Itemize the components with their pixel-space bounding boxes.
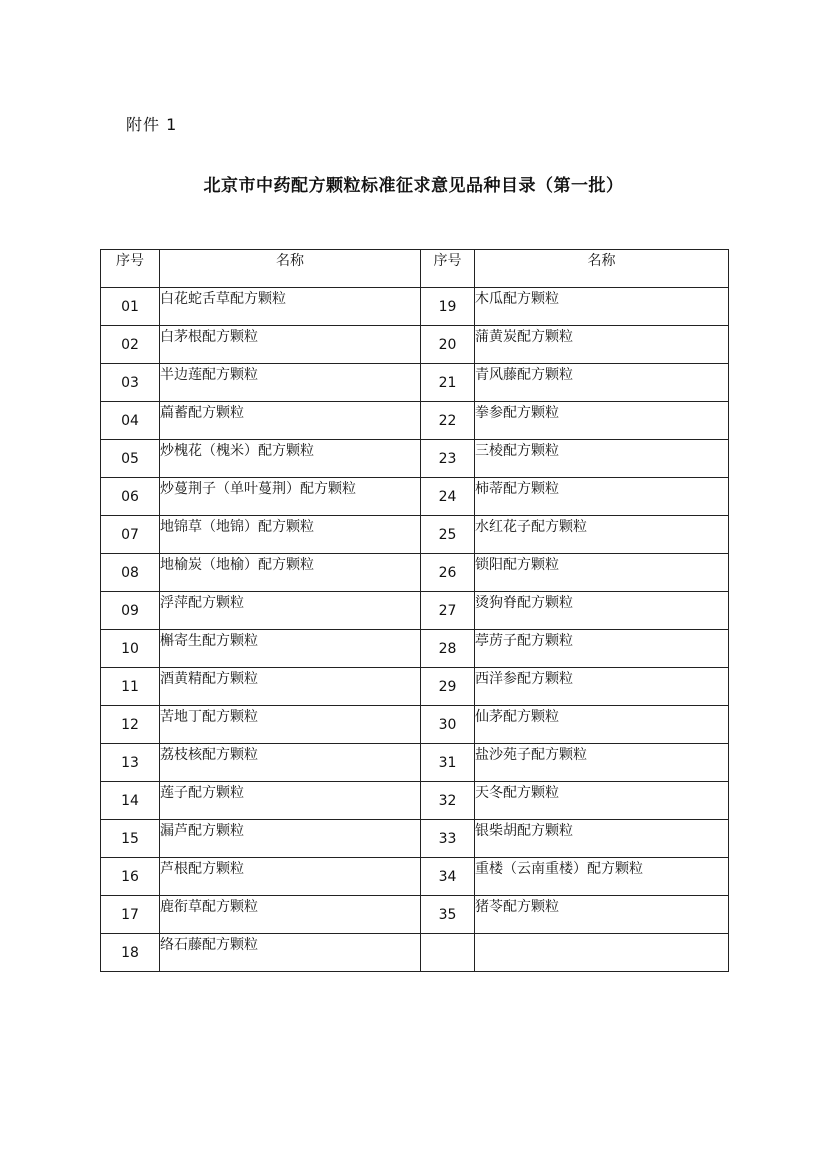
table-row	[101, 326, 729, 364]
table-row	[101, 934, 729, 972]
table-row	[101, 706, 729, 744]
table-row	[101, 440, 729, 478]
header-serial-right: 序号	[421, 250, 475, 288]
serial-cell-right: 19	[421, 288, 475, 326]
table-row	[101, 402, 729, 440]
document-title: 北京市中药配方颗粒标准征求意见品种目录（第一批）	[203, 176, 624, 196]
serial-cell-left: 17	[101, 896, 160, 934]
serial-cell-left: 05	[101, 440, 160, 478]
table-row	[101, 554, 729, 592]
name-cell-right: 三棱配方颗粒	[475, 440, 729, 478]
name-cell-right: 水红花子配方颗粒	[475, 516, 729, 554]
serial-cell-right: 34	[421, 858, 475, 896]
serial-cell-right: 30	[421, 706, 475, 744]
name-cell-right: 盐沙苑子配方颗粒	[475, 744, 729, 782]
serial-cell-right: 32	[421, 782, 475, 820]
name-cell-right: 仙茅配方颗粒	[475, 706, 729, 744]
name-cell-right: 猪苓配方颗粒	[475, 896, 729, 934]
serial-cell-right: 29	[421, 668, 475, 706]
table-row	[101, 668, 729, 706]
name-cell-left: 地锦草（地锦）配方颗粒	[160, 516, 421, 554]
name-cell-left: 炒槐花（槐米）配方颗粒	[160, 440, 421, 478]
table-row	[101, 516, 729, 554]
serial-cell-left: 07	[101, 516, 160, 554]
catalog-table-body	[101, 288, 729, 972]
serial-cell-right: 21	[421, 364, 475, 402]
serial-cell-right: 31	[421, 744, 475, 782]
name-cell-right: 西洋参配方颗粒	[475, 668, 729, 706]
table-row	[101, 592, 729, 630]
name-cell-right: 青风藤配方颗粒	[475, 364, 729, 402]
serial-cell-left: 02	[101, 326, 160, 364]
name-cell-left: 荔枝核配方颗粒	[160, 744, 421, 782]
name-cell-left: 槲寄生配方颗粒	[160, 630, 421, 668]
name-cell-left: 炒蔓荆子（单叶蔓荆）配方颗粒	[160, 478, 421, 516]
attachment-label: 附件 1	[126, 115, 178, 134]
serial-cell-right: 27	[421, 592, 475, 630]
table-row	[101, 896, 729, 934]
serial-cell-left: 04	[101, 402, 160, 440]
table-row	[101, 364, 729, 402]
name-cell-left: 漏芦配方颗粒	[160, 820, 421, 858]
table-row	[101, 858, 729, 896]
serial-cell-right: 33	[421, 820, 475, 858]
name-cell-left: 莲子配方颗粒	[160, 782, 421, 820]
serial-cell-left: 08	[101, 554, 160, 592]
serial-cell-left: 09	[101, 592, 160, 630]
name-cell-left: 萹蓄配方颗粒	[160, 402, 421, 440]
table-row	[101, 478, 729, 516]
serial-cell-right: 28	[421, 630, 475, 668]
name-cell-right	[475, 934, 729, 972]
name-cell-right: 烫狗脊配方颗粒	[475, 592, 729, 630]
table-row	[101, 744, 729, 782]
name-cell-left: 鹿衔草配方颗粒	[160, 896, 421, 934]
name-cell-right: 蒲黄炭配方颗粒	[475, 326, 729, 364]
serial-cell-left: 03	[101, 364, 160, 402]
header-name-right: 名称	[475, 250, 729, 288]
name-cell-left: 半边莲配方颗粒	[160, 364, 421, 402]
name-cell-right: 天冬配方颗粒	[475, 782, 729, 820]
serial-cell-right: 24	[421, 478, 475, 516]
serial-cell-left: 13	[101, 744, 160, 782]
header-serial-left: 序号	[101, 250, 160, 288]
table-row	[101, 288, 729, 326]
name-cell-left: 白茅根配方颗粒	[160, 326, 421, 364]
name-cell-left: 苦地丁配方颗粒	[160, 706, 421, 744]
name-cell-right: 重楼（云南重楼）配方颗粒	[475, 858, 729, 896]
name-cell-right: 拳参配方颗粒	[475, 402, 729, 440]
table-row	[101, 630, 729, 668]
serial-cell-right: 35	[421, 896, 475, 934]
name-cell-right: 葶苈子配方颗粒	[475, 630, 729, 668]
serial-cell-left: 01	[101, 288, 160, 326]
table-row	[101, 782, 729, 820]
name-cell-right: 木瓜配方颗粒	[475, 288, 729, 326]
serial-cell-right: 25	[421, 516, 475, 554]
table-row	[101, 820, 729, 858]
serial-cell-left: 12	[101, 706, 160, 744]
name-cell-left: 白花蛇舌草配方颗粒	[160, 288, 421, 326]
serial-cell-right: 23	[421, 440, 475, 478]
serial-cell-left: 06	[101, 478, 160, 516]
name-cell-right: 柿蒂配方颗粒	[475, 478, 729, 516]
serial-cell-left: 11	[101, 668, 160, 706]
serial-cell-left: 18	[101, 934, 160, 972]
name-cell-right: 锁阳配方颗粒	[475, 554, 729, 592]
serial-cell-right: 22	[421, 402, 475, 440]
name-cell-right: 银柴胡配方颗粒	[475, 820, 729, 858]
header-name-left: 名称	[160, 250, 421, 288]
serial-cell-right: 20	[421, 326, 475, 364]
catalog-table	[100, 249, 729, 972]
name-cell-left: 地榆炭（地榆）配方颗粒	[160, 554, 421, 592]
name-cell-left: 芦根配方颗粒	[160, 858, 421, 896]
serial-cell-right: 26	[421, 554, 475, 592]
serial-cell-left: 10	[101, 630, 160, 668]
table-header-row	[101, 250, 729, 288]
serial-cell-left: 14	[101, 782, 160, 820]
name-cell-left: 浮萍配方颗粒	[160, 592, 421, 630]
serial-cell-right	[421, 934, 475, 972]
name-cell-left: 络石藤配方颗粒	[160, 934, 421, 972]
serial-cell-left: 16	[101, 858, 160, 896]
name-cell-left: 酒黄精配方颗粒	[160, 668, 421, 706]
serial-cell-left: 15	[101, 820, 160, 858]
